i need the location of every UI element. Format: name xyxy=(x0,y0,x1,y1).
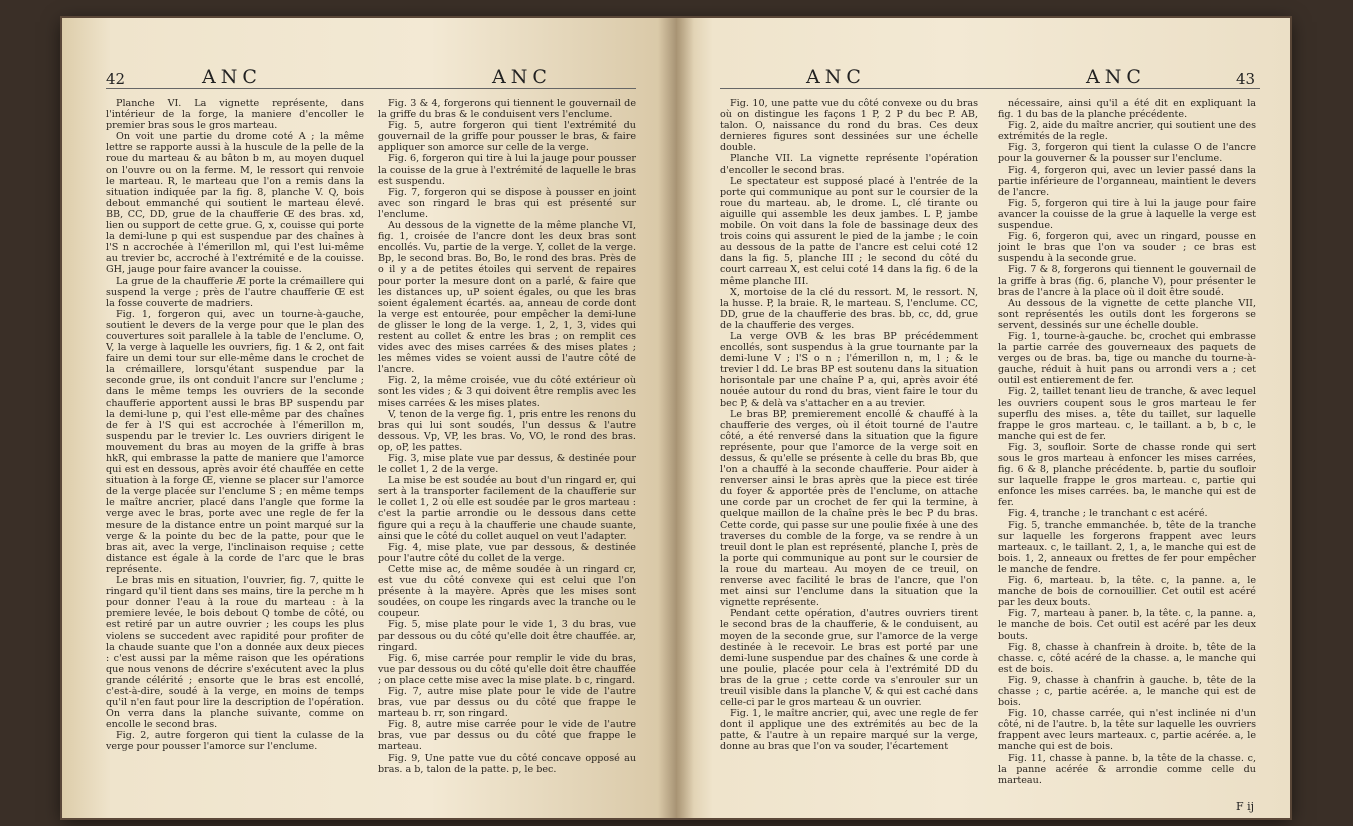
paragraph: Fig. 1, tourne-à-gauche. bc, crochet qui embrasse la partie carrée des gouverneaux des paquets de verges ou de bras. ba, tige ou manche du tourne-à-gauche, réduit à huit pans ou arrondi vers a ; cet outil est entierement de fer. xyxy=(998,330,1256,387)
paragraph: Fig. 11, chasse à panne. b, la tête de la chasse. c, la panne acérée & arrondie comme celle du marteau. xyxy=(998,752,1256,786)
paragraph: Fig. 3 & 4, forgerons qui tiennent le gouvernail de la griffe du bras & le conduisent vers l'enclume. xyxy=(378,98,636,121)
paragraph: Fig. 10, chasse carrée, qui n'est inclinée ni d'un côté, ni de l'autre. b, la tête sur laquelle les ouvriers frappent avec leurs marteaux. c, partie acérée. a, le manche qui est de bois. xyxy=(998,708,1256,753)
left-page-column-2 xyxy=(378,98,636,798)
paragraph: Fig. 2, taillet tenant lieu de tranche, & avec lequel les ouvriers coupent sous le gros marteau le fer superflu des mises. a, tête du taillet, sur laquelle frappe le gros marteau. c, le taillant. a b, b c, le manche qui est de fer. xyxy=(998,386,1256,442)
page-number-right: 43 xyxy=(1236,70,1256,88)
paragraph: X, mortoise de la clé du ressort. M, le ressort. N, la husse. P, la braie. R, le marteau. S, l'enclume. CC, DD, grue de la chaufferie des bras. bb, cc, dd, grue de la chaufferie des verges. xyxy=(720,286,978,331)
running-header-right-1: ANC xyxy=(806,66,866,88)
paragraph: Fig. 8, chasse à chanfrein à droite. b, tête de la chasse. c, côté acéré de la chasse. a, le manche qui est de bois. xyxy=(998,641,1256,675)
paragraph: nécessaire, ainsi qu'il a été dit en expliquant la fig. 1 du bas de la planche précédente. xyxy=(998,98,1256,121)
paragraph: Fig. 7, marteau à paner. b, la tête. c, la panne. a, le manche de bois. Cet outil est acéré par les deux bouts. xyxy=(998,608,1256,642)
paragraph: Fig. 6, forgeron qui tire à lui la jauge pour pousser la couisse de la grue à l'extrémité de laquelle le bras est suspendu. xyxy=(378,153,636,187)
paragraph: Fig. 1, forgeron qui, avec un tourne-à-gauche, soutient le devers de la verge pour que le plan des couvertures soit parallele à la table de l'enclume. O, V, la verge à laquelle les ouvriers, fig. 1 & 2, ont fait faire un demi tour sur elle-même dans le crochet de la crémaillere, lorsqu'étant suspendue par la seconde grue, ils ont conduit l'ancre sur l'enclume ; dans le même temps les ouvriers de la seconde chaufferie apportent aussi le bras BP suspendu par la demi-lune p, qui l'est elle-même par des chaînes de fer à l'S qui est accrochée à l'émerillon m, suspendu par le trevier lc. Les ouvriers dirigent le mouvement du bras au moyen de la griffe à bras hkR, qui embrasse la patte de maniere que l'amorce qui est en dessous, après avoir été chauffée en cette situation à la forge Œ, vienne se placer sur l'amorce de la verge placée sur l'enclume S ; en même temps le maître ancrier, placé dans l'angle que forme la verge avec le bras, porte avec une regle de fer la mesure de la distance entre un point marqué sur la verge & la pointe du bec de la patte, pour que le bras ait, avec la verge, l'inclinaison requise ; cette distance est égale à la corde de l'arc que le bras représente. xyxy=(106,308,364,575)
paragraph: Fig. 4, mise plate, vue par dessous, & destinée pour l'autre côté du collet de la verge. xyxy=(378,541,636,564)
open-book xyxy=(62,18,1290,818)
paragraph: Fig. 10, une patte vue du côté convexe ou du bras où on distingue les façons 1 P, 2 P du bec P. AB, talon. O, naissance du rond du bras. Ces deux dernieres figures sont dessinées sur une échelle double. xyxy=(720,98,978,154)
right-page-column-1 xyxy=(720,98,978,798)
paragraph: On voit une partie du drome coté A ; la même lettre se rapporte aussi à la huscule de la pelle de la roue du marteau & au bâton b m, au moyen duquel on l'ouvre ou on la ferme. M, le ressort qui renvoie le marteau. R, le marteau que l'on a remis dans la situation indiquée par la fig. 8, planche V. Q, bois debout emmanché qui soutient le marteau élevé. BB, CC, DD, grue de la chaufferie Œ des bras. xd, lien ou support de cette grue. G, x, couisse qui porte la demi-lune p qui est suspendue par des chaînes à l'S n accrochée à l'émerillon ml, qui l'est lui-même au trevier bc, accroché à l'extrémité e de la couisse. GH, jauge pour faire avancer la couisse. xyxy=(106,131,364,276)
paragraph: Planche VII. La vignette représente l'opération d'encoller le second bras. xyxy=(720,153,978,176)
paragraph: Planche VI. La vignette représente, dans l'intérieur de la forge, la maniere d'encoller le premier bras sous le gros marteau. xyxy=(106,98,364,132)
paragraph: Cette mise ac, de même soudée à un ringard cr, est vue du côté convexe qui est celui que l'on présente à la mayère. Après que les mises sont soudées, on coupe les ringards avec la tranche ou le coupeur. xyxy=(378,563,636,620)
paragraph: Fig. 4, tranche ; le tranchant c est acéré. xyxy=(1008,508,1208,520)
paragraph: Fig. 2, la même croisée, vue du côté extérieur où sont les vides ; & 3 qui doivent être remplis avec les mises carrées & les mises plates. xyxy=(378,375,636,409)
paragraph: Fig. 1, le maître ancrier, qui, avec une regle de fer dont il applique une des extrémités au bec de la patte, & l'autre à un repaire marqué sur la verge, donne au bras que l'on va souder, l'écartement xyxy=(720,708,978,753)
paragraph: Fig. 7 & 8, forgerons qui tiennent le gouvernail de la griffe à bras (fig. 6, planche V), pour présenter le bras de l'ancre à la place où il doit être soudé. xyxy=(998,264,1256,298)
left-page xyxy=(62,18,676,818)
paragraph: Fig. 5, mise plate pour le vide 1, 3 du bras, vue par dessous ou du côté qu'elle doit être chauffée. ar, ringard. xyxy=(378,619,636,653)
paragraph: Le bras mis en situation, l'ouvrier, fig. 7, quitte le ringard qu'il tient dans ses mains, tire la perche m h pour donner l'eau à la roue du marteau : à la premiere levée, le bois debout Q tombe de côté, ou est retiré par un autre ouvrier ; les coups les plus violens se succedent avec rapidité pour profiter de la chaude suante que l'on a donnée aux deux pieces : c'est aussi par la même raison que les opérations que nous venons de décrire s'exécutent avec la plus grande célérité ; ensorte que le bras est encollé, c'est-à-dire, soudé à la verge, en moins de temps qu'il n'en faut pour lire la description de l'opération. On verra dans la planche suivante, comme on encolle le second bras. xyxy=(106,575,364,731)
paragraph: V, tenon de la verge fig. 1, pris entre les renons du bras qui lui sont soudés, l'un dessus & l'autre dessous. Vp, VP, les bras. Vo, VO, le rond des bras. op, oP, les pattes. xyxy=(378,408,636,453)
paragraph: Fig. 4, forgeron qui, avec un levier passé dans la partie inférieure de l'organneau, maintient le devers de l'ancre. xyxy=(998,164,1256,198)
paragraph: La verge OVB & les bras BP précédemment encollés, sont suspendus à la grue tournante par la demi-lune V ; l'S o n ; l'émerillon n, m, l ; & le trevier l dd. Le bras BP est soutenu dans la situation horisontale par une chaîne P a, qui, après avoir été nouée autour du rond du bras, vient faire le tour du bec P, & delà va s'attacher en a au trevier. xyxy=(720,330,978,409)
right-page xyxy=(676,18,1290,818)
paragraph: Pendant cette opération, d'autres ouvriers tirent le second bras de la chaufferie, & le conduisent, au moyen de la seconde grue, sur l'amorce de la verge destinée à le recevoir. Le bras est porté par une demi-lune suspendue par des chaînes & une corde à une poulie, placée pour cela à l'extrémité DD du bras de la grue ; cette corde va s'enrouler sur un treuil visible dans la planche V, & qui est caché dans celle-ci par le gros marteau & un ouvrier. xyxy=(720,608,978,709)
left-page-column-1 xyxy=(106,98,364,798)
paragraph: Au dessous de la vignette de la même planche VI, fig. 1, croisée de l'ancre dont les deux bras sont encollés. Vu, partie de la verge. Y, collet de la verge. Bp, le second bras. Bo, Bo, le rond des bras. Près de o il y a de petites étoiles qui servent de repaires pour porter la mesure dont on a parlé, & faire que les distances up, uP soient égales, ou que les bras soient également écartés. aa, anneau de corde dont la verge est entourée, pour empêcher la demi-lune de glisser le long de la verge. 1, 2, 1, 3, vides qui restent au collet & entre les bras ; on remplit ces vides avec des mises carrées & des mises plates ; les mêmes vides se voient aussi de l'autre côté de l'ancre. xyxy=(378,220,636,376)
paragraph: Fig. 6, marteau. b, la tête. c, la panne. a, le manche de bois de cornouillier. Cet outil est acéré par les deux bouts. xyxy=(998,575,1256,609)
paragraph: Fig. 7, autre mise plate pour le vide de l'autre bras, vue par dessus ou du côté que frappe le marteau b. rr, son ringard. xyxy=(378,685,636,720)
paragraph: Fig. 2, autre forgeron qui tient la culasse de la verge pour pousser l'amorce sur l'enclume. xyxy=(106,730,364,753)
paragraph: Fig. 6, forgeron qui, avec un ringard, pousse en joint le bras que l'on va souder ; ce bras est suspendu à la seconde grue. xyxy=(998,231,1256,265)
page-number-left: 42 xyxy=(106,70,126,88)
paragraph: Fig. 5, autre forgeron qui tient l'extrémité du gouvernail de la griffe pour pousser le bras, & faire appliquer son amorce sur celle de la verge. xyxy=(378,120,636,154)
paragraph: Fig. 9, chasse à chanfrin à gauche. b, tête de la chasse ; c, partie acérée. a, le manche qui est de bois. xyxy=(998,674,1256,709)
paragraph: Fig. 5, tranche emmanchée. b, tête de la tranche sur laquelle les forgerons frappent avec leurs marteaux. c, le taillant. 2, 1, a, le manche qui est de bois. 1, 2, anneaux ou frettes de fer pour empêcher le manche de fendre. xyxy=(998,519,1256,575)
running-header-left-2: ANC xyxy=(492,66,552,88)
paragraph: Le bras BP, premierement encollé & chauffé à la chaufferie des verges, où il étoit tourné de l'autre côté, a été renversé dans la situation que la figure représente, pour que l'amorce de la verge soit en dessus, & qu'elle se présente à celle du bras Bb, que l'on a chauffé à la seconde chaufferie. Pour aider à renverser ainsi le bras après que la piece est tirée du foyer & apportée près de l'enclume, on attache une corde par un crochet de fer qui la termine, à quelque maillon de la chaîne près le bec P du bras. Cette corde, qui passe sur une poulie fixée à une des traverses du comble de la forge, va se rendre à un treuil dont le plan est représenté, planche I, près de la porte qui communique au pont sur le coursier de la roue du marteau. Au moyen de ce treuil, on renverse avec facilité le bras de l'ancre, que l'on met ainsi sur l'enclume dans la situation que la vignette représente. xyxy=(720,408,978,609)
running-header-right-2: ANC xyxy=(1086,66,1146,88)
signature-mark: F ij xyxy=(1236,800,1255,813)
paragraph: Fig. 9, Une patte vue du côté concave opposé au bras. a b, talon de la patte. p, le bec. xyxy=(378,752,636,775)
paragraph: Fig. 3, mise plate vue par dessus, & destinée pour le collet 1, 2 de la verge. xyxy=(378,453,636,476)
running-header-left-1: ANC xyxy=(202,66,262,88)
paragraph: Au dessous de la vignette de cette planche VII, sont représentés les outils dont les forgerons se servent, dessinés sur une échelle double. xyxy=(998,297,1256,331)
paragraph: Fig. 6, mise carrée pour remplir le vide du bras, vue par dessous ou du côté qu'elle doit être chauffée ; on place cette mise avec la mise plate. b c, ringard. xyxy=(378,652,636,686)
paragraph: Fig. 7, forgeron qui se dispose à pousser en joint avec son ringard le bras qui est présenté sur l'enclume. xyxy=(378,186,636,220)
paragraph: Fig. 2, aide du maître ancrier, qui soutient une des extrémités de la regle. xyxy=(998,120,1256,143)
paragraph: Fig. 8, autre mise carrée pour le vide de l'autre bras, vue par dessus ou du côté que frappe le marteau. xyxy=(378,719,636,753)
paragraph: La grue de la chaufferie Æ porte la crémaillere qui suspend la verge ; près de l'autre chaufferie Œ est la fosse couverte de madriers. xyxy=(106,275,364,309)
paragraph: Fig. 5, forgeron qui tire à lui la jauge pour faire avancer la couisse de la grue à laquelle la verge est suspendue. xyxy=(998,197,1256,232)
paragraph: La mise be est soudée au bout d'un ringard er, qui sert à la transporter facilement de la chaufferie sur le collet 1, 2 où elle est soudée par le gros marteau : c'est la partie arrondie ou le dessous dans cette figure qui a reçu à la chaufferie une chaude suante, ainsi que le côté du collet auquel on veut l'adapter. xyxy=(378,475,636,542)
paragraph: Le spectateur est supposé placé à l'entrée de la porte qui communique au pont sur le coursier de la roue du marteau. ab, le drome. L, clé tirante ou aiguille qui assemble les deux jambes. L P, jambe mobile. On voit dans la fole de bassinage deux des trois coins qui assurent le pied de la jambe ; le coin au dessous de la patte de l'ancre est celui coté 12 dans la fig. 5, planche III ; le second du côté du court carreau X, est celui coté 14 dans la fig. 6 de la même planche III. xyxy=(720,175,978,287)
paragraph: Fig. 3, soufloir. Sorte de chasse ronde qui sert sous le gros marteau à enfoncer les mises carrées, fig. 6 & 8, planche précédente. b, partie du soufloir sur laquelle frappe le gros marteau. c, partie qui enfonce les mises carrées. ba, le manche qui est de fer. xyxy=(998,441,1256,509)
right-page-column-2 xyxy=(998,98,1256,798)
header-rule-left xyxy=(106,88,636,89)
paragraph: Fig. 3, forgeron qui tient la culasse O de l'ancre pour la gouverner & la pousser sur l'enclume. xyxy=(998,142,1256,165)
header-rule-right xyxy=(720,88,1260,89)
